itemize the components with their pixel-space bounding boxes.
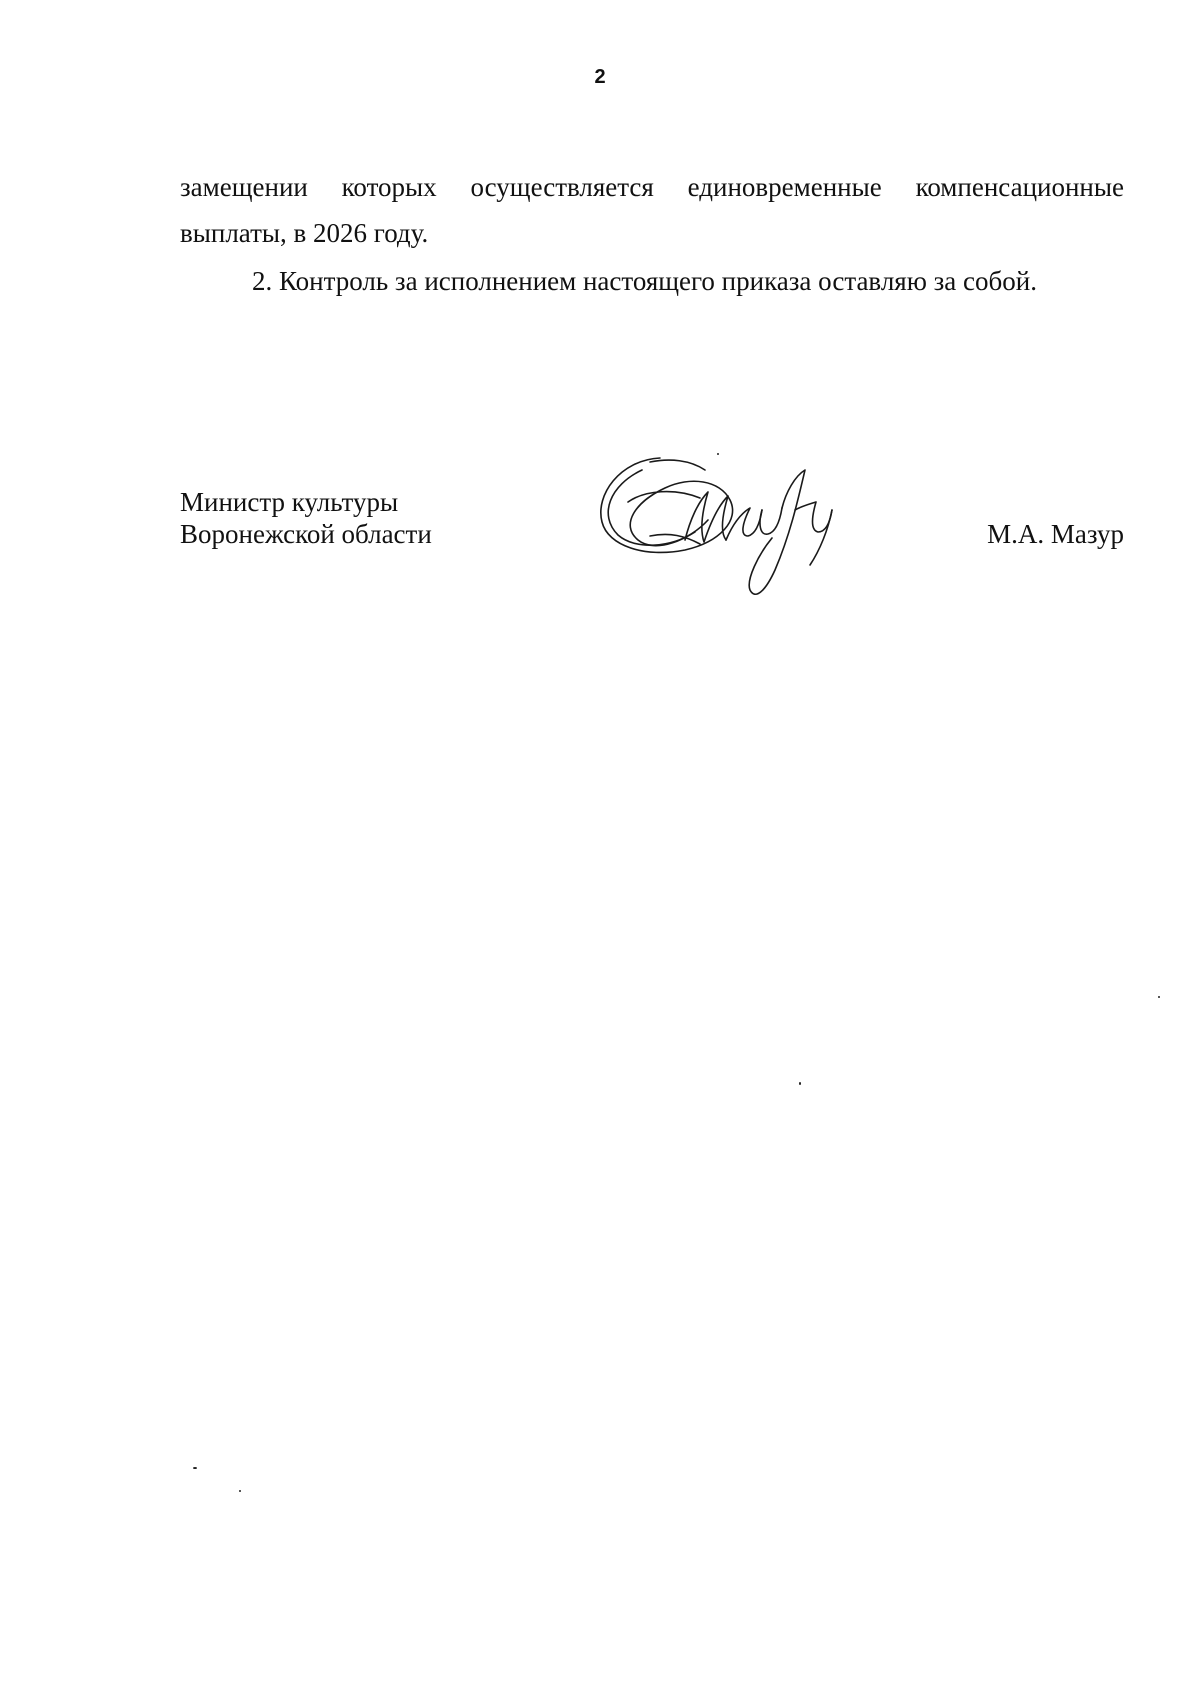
signer-position-line-1: Министр культуры (180, 487, 399, 517)
paragraph-line-2: выплаты, в 2026 году. (180, 218, 429, 248)
page-number: 2 (594, 66, 606, 88)
scan-speck (717, 453, 719, 455)
word: которых (341, 172, 437, 202)
word: замещении (180, 172, 308, 202)
word: компенсационные (915, 172, 1124, 202)
word: осуществляется (470, 172, 654, 202)
scan-speck (239, 1490, 241, 1492)
word: единовременные (687, 172, 882, 202)
handwritten-signature-icon (590, 440, 870, 620)
paragraph-line-1 (180, 164, 1124, 210)
scan-speck (799, 1082, 801, 1085)
signer-position (180, 486, 432, 550)
paragraph-item-2: 2. Контроль за исполнением настоящего приказа оставляю за собой. (252, 266, 1037, 296)
signer-name: М.А. Мазур (987, 519, 1124, 549)
scan-speck (1158, 996, 1160, 998)
paragraph-continued (180, 164, 1124, 256)
signer-position-line-2: Воронежской области (180, 519, 432, 549)
scan-speck (193, 1467, 197, 1469)
